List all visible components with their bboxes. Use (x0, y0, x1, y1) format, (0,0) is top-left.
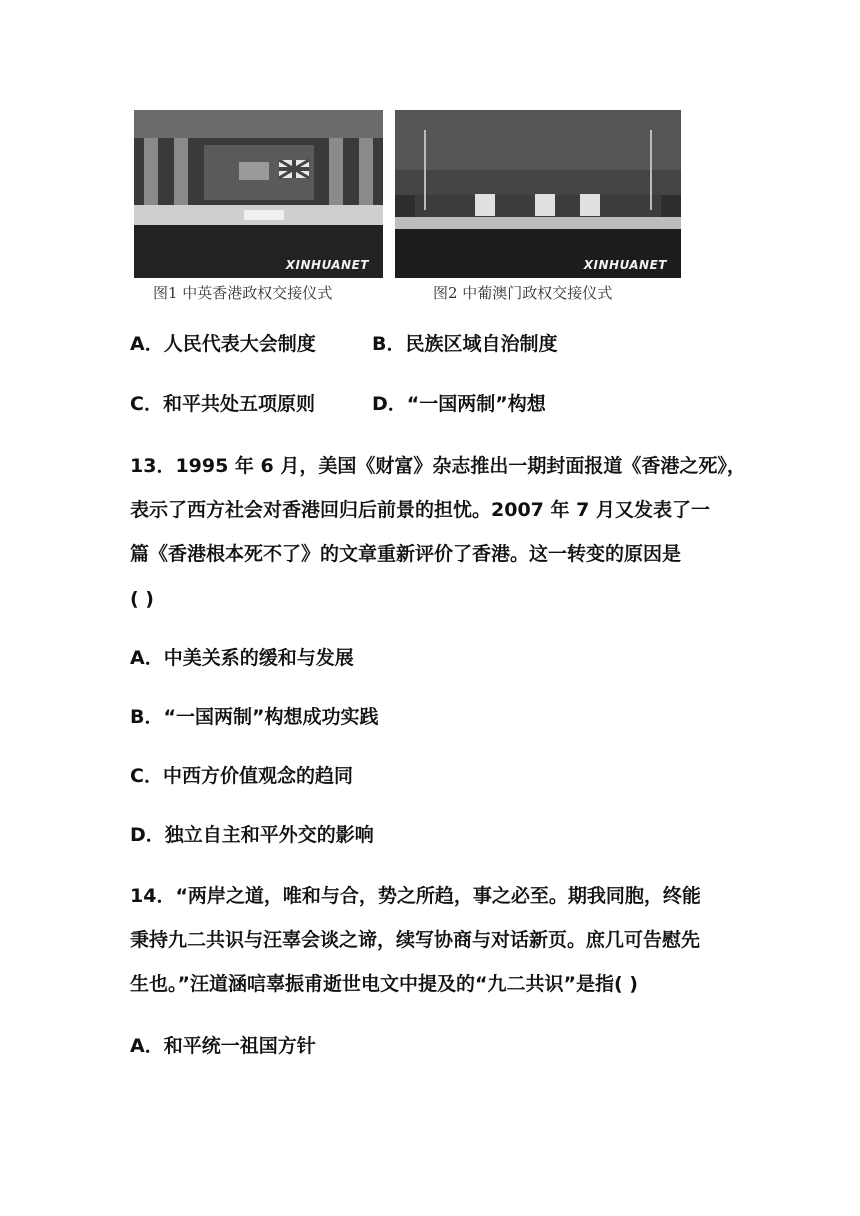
option-letter: D． (130, 824, 165, 846)
photo-watermark: XINHUANET (583, 258, 667, 272)
option-text: “一国两制”构想成功实践 (163, 706, 379, 728)
figure-hongkong-handover-photo (134, 110, 383, 278)
question-13-line: 13．1995 年 6 月，美国《财富》杂志推出一期封面报道《香港之死》， (130, 455, 746, 477)
option-text: 独立自主和平外交的影响 (164, 824, 374, 846)
option-a[interactable] (130, 1032, 316, 1060)
option-letter: B． (130, 706, 164, 728)
photo-watermark: XINHUANET (285, 258, 369, 272)
ceremony-photo-icon (134, 110, 383, 278)
option-letter: B． (372, 333, 406, 355)
option-b[interactable] (130, 703, 378, 731)
option-d[interactable] (372, 390, 546, 418)
question-13-line: 篇《香港根本死不了》的文章重新评价了香港。这一转变的原因是 (130, 543, 682, 565)
question-13-line: 表示了西方社会对香港回归后前景的担忧。2007 年 7 月又发表了一 (130, 499, 710, 521)
option-text: 民族区域自治制度 (405, 333, 558, 355)
option-c[interactable] (130, 762, 353, 790)
ceremony-photo-icon (395, 110, 681, 278)
option-text: 中西方价值观念的趋同 (162, 765, 353, 787)
question-14-line: 秉持九二共识与汪辜会谈之谛，续写协商与对话新页。庶几可告慰先 (130, 929, 701, 951)
option-letter: C． (130, 765, 163, 787)
option-text: 中美关系的缓和与发展 (163, 647, 354, 669)
figure-macau-handover-photo (395, 110, 681, 278)
option-c[interactable] (130, 390, 315, 418)
option-text: 和平统一祖国方针 (163, 1035, 316, 1057)
option-letter: D． (372, 393, 407, 415)
question-14-line: 生也。”汪道涵唁辜振甫逝世电文中提及的“九二共识”是指( ) (130, 973, 638, 995)
option-text: 人民代表大会制度 (163, 333, 316, 355)
question-14-line: 14．“两岸之道，唯和与合，势之所趋，事之必至。期我同胞，终能 (130, 885, 701, 907)
option-a[interactable] (130, 330, 316, 358)
option-b[interactable] (372, 330, 558, 358)
answer-blank: ( ) (130, 588, 154, 610)
option-text: 和平共处五项原则 (162, 393, 315, 415)
figure-caption: 图1 中英香港政权交接仪式 (153, 284, 333, 302)
option-letter: A． (130, 333, 164, 355)
option-letter: A． (130, 647, 164, 669)
option-letter: C． (130, 393, 163, 415)
option-d[interactable] (130, 821, 374, 849)
option-text: “一国两制”构想 (406, 393, 546, 415)
figure-caption: 图2 中葡澳门政权交接仪式 (433, 284, 613, 302)
option-a[interactable] (130, 644, 354, 672)
option-letter: A． (130, 1035, 164, 1057)
